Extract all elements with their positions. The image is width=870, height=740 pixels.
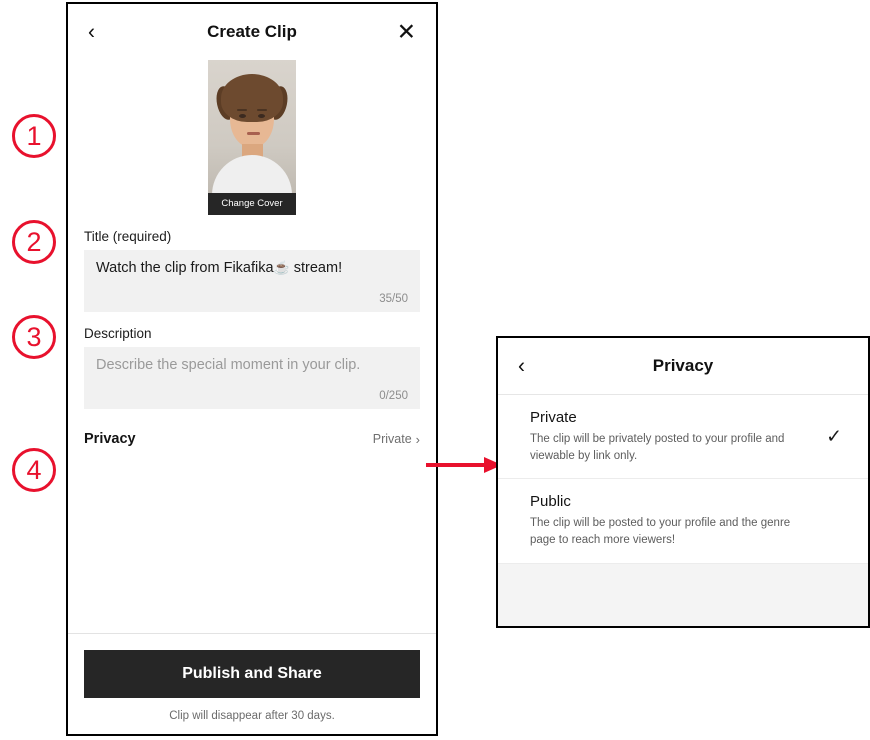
publish-and-share-button[interactable]: Publish and Share: [84, 650, 420, 698]
create-clip-header: [68, 4, 436, 60]
privacy-page-title: Privacy: [652, 356, 714, 375]
cover-eye-right: [258, 114, 265, 118]
annotation-marker-1-label: 1: [26, 120, 42, 151]
privacy-row-value-wrap: [373, 432, 420, 447]
description-char-counter: 0/250: [379, 390, 408, 402]
privacy-option-private[interactable]: [498, 395, 868, 479]
chevron-left-icon[interactable]: ‹: [88, 20, 95, 44]
description-placeholder: Describe the special moment in your clip.: [96, 357, 361, 373]
description-field-label: Description: [84, 326, 152, 341]
footer-note: Clip will disappear after 30 days.: [169, 710, 335, 722]
annotation-marker-4-label: 4: [26, 454, 42, 485]
privacy-screen: [496, 336, 870, 628]
cover-thumbnail-wrap: [68, 60, 436, 215]
create-clip-footer: [68, 633, 436, 734]
page-title: Create Clip: [207, 22, 297, 41]
create-clip-form: [68, 215, 436, 633]
close-icon[interactable]: ✕: [396, 18, 416, 45]
privacy-option-public-description: The clip will be posted to your profile and the genre page to reach more viewers!: [530, 517, 791, 547]
chevron-right-icon: ›: [415, 431, 420, 447]
privacy-row[interactable]: [84, 431, 420, 451]
privacy-row-label: Privacy: [84, 431, 136, 447]
title-input-value: Watch the clip from Fikafika: [96, 260, 274, 276]
annotation-marker-2-label: 2: [26, 226, 42, 257]
title-field-label: Title (required): [84, 229, 172, 244]
chevron-left-icon[interactable]: ‹: [518, 354, 525, 378]
privacy-option-private-description: The clip will be privately posted to your profile and viewable by link only.: [530, 433, 785, 462]
privacy-option-private-title: Private: [530, 409, 577, 426]
check-icon: ✓: [826, 426, 842, 448]
create-clip-screen: [66, 2, 438, 736]
annotation-marker-3: [12, 315, 56, 359]
annotation-marker-4: [12, 448, 56, 492]
cover-brow-left: [237, 109, 247, 111]
privacy-header: [498, 338, 868, 395]
cover-eye-left: [239, 114, 246, 118]
title-input-value-suffix: stream!: [289, 260, 343, 276]
annotation-arrow: [424, 455, 502, 475]
annotation-marker-2: [12, 220, 56, 264]
title-char-counter: 35/50: [379, 293, 408, 305]
description-input[interactable]: [84, 347, 420, 409]
privacy-row-value: Private: [372, 432, 412, 446]
title-input[interactable]: [84, 250, 420, 312]
cover-mouth: [247, 132, 260, 135]
clip-cover-image[interactable]: [208, 60, 296, 215]
cover-brow-right: [257, 109, 267, 111]
annotation-marker-1: [12, 114, 56, 158]
annotation-marker-3-label: 3: [26, 321, 42, 352]
privacy-option-public-title: Public: [530, 493, 571, 511]
coffee-emoji: ☕: [273, 260, 290, 275]
privacy-option-public[interactable]: [498, 479, 868, 563]
cover-hair-top: [221, 74, 283, 122]
change-cover-button[interactable]: Change Cover: [208, 193, 296, 215]
